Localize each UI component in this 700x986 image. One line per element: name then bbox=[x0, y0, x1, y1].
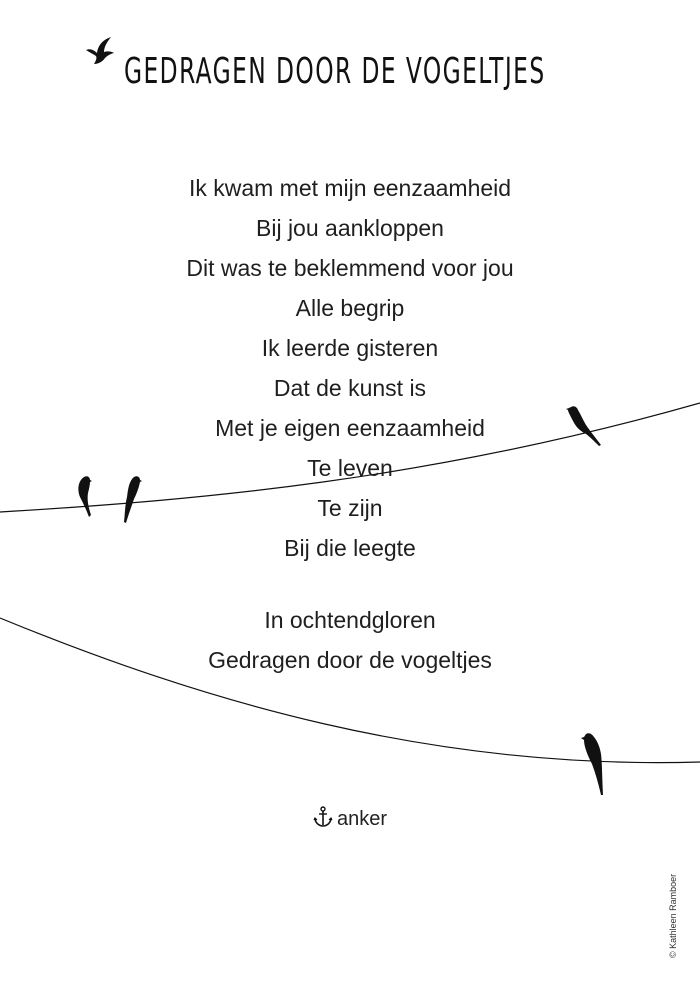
poem bbox=[0, 168, 700, 680]
poem-line: Te leven bbox=[307, 455, 393, 481]
poem-line: Ik leerde gisteren bbox=[261, 335, 439, 361]
copyright-notice: © Kathleen Ramboer bbox=[668, 873, 678, 958]
poem-line: Dat de kunst is bbox=[273, 375, 427, 401]
poem-line: Bij die leegte bbox=[284, 535, 416, 561]
poem-stanza-1 bbox=[0, 168, 700, 568]
page-title: GEDRAGEN DOOR DE VOGELTJES bbox=[124, 51, 546, 92]
poem-line: In ochtendgloren bbox=[264, 607, 436, 633]
poem-line: Bij jou aankloppen bbox=[256, 215, 444, 241]
poem-line: Dit was te beklemmend voor jou bbox=[186, 255, 514, 281]
signature bbox=[0, 806, 700, 831]
poem-line: Alle begrip bbox=[295, 295, 405, 321]
poem-line: Gedragen door de vogeltjes bbox=[208, 647, 492, 673]
anchor-icon bbox=[313, 806, 333, 828]
poem-line: Met je eigen eenzaamheid bbox=[215, 415, 485, 441]
poem-line: Ik kwam met mijn eenzaamheid bbox=[188, 175, 512, 201]
bird-silhouette bbox=[581, 733, 603, 795]
signature-text: anker bbox=[336, 808, 388, 830]
poem-line: Te zijn bbox=[317, 495, 383, 521]
poem-stanza-2 bbox=[0, 600, 700, 680]
